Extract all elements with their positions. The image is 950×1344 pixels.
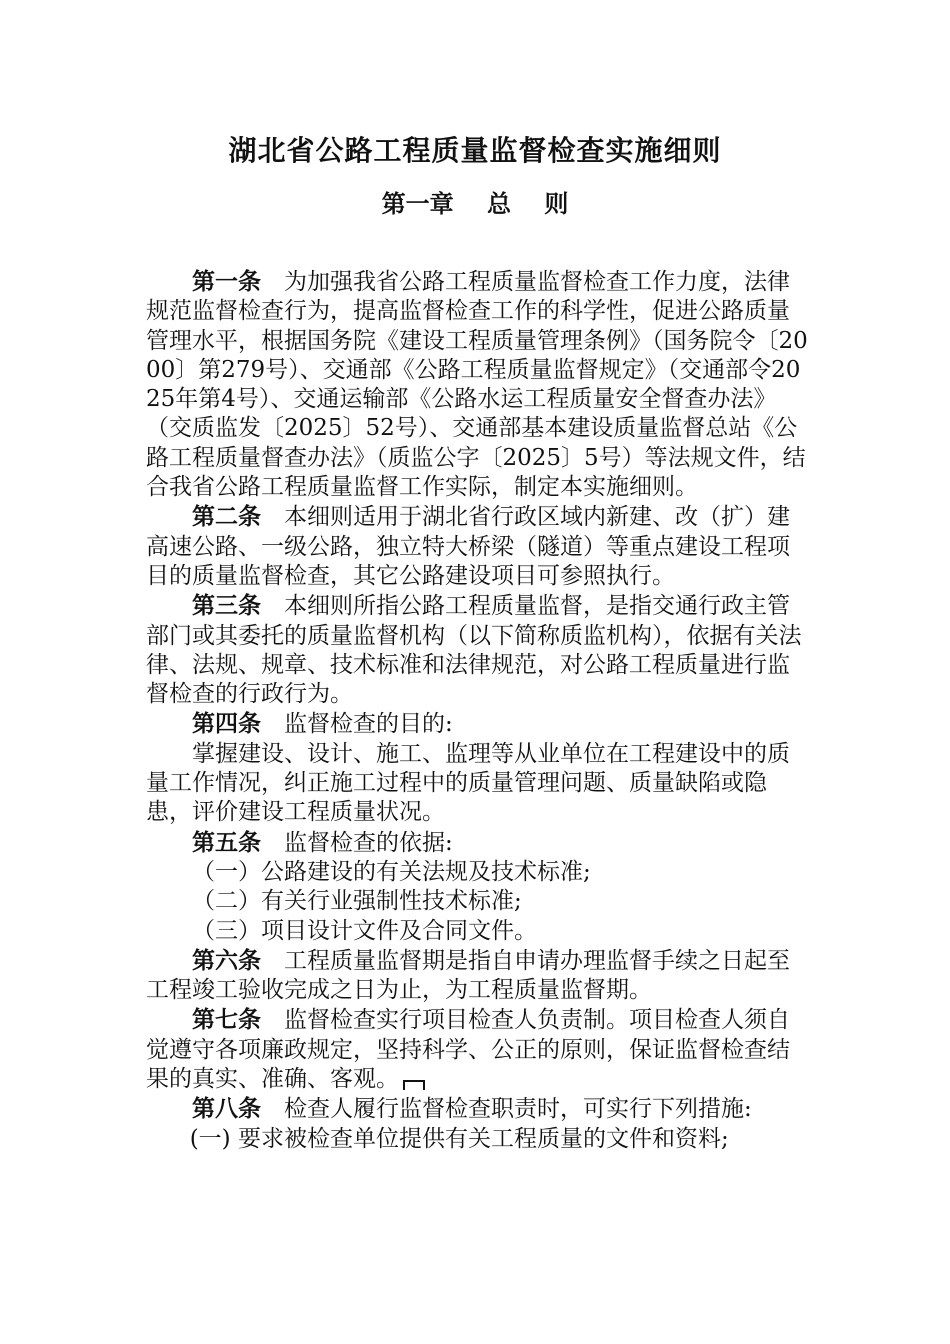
article-number: 第二条: [192, 503, 261, 531]
list-item: [146, 917, 808, 946]
list-item: [146, 1125, 808, 1154]
article-number: 第四条: [192, 710, 261, 738]
list-item-text: (一) 要求被检查单位提供有关工程质量的文件和资料;: [189, 1125, 729, 1152]
footnote-mark-icon: [403, 1080, 425, 1090]
article-number: 第一条: [192, 268, 261, 295]
list-item-text: （三）项目设计文件及合同文件。: [192, 917, 537, 944]
article-2: [146, 502, 808, 591]
list-item-text: （一）公路建设的有关法规及技术标准;: [192, 858, 591, 885]
article-7: [146, 1005, 808, 1094]
list-item-text: （二）有关行业强制性技术标准;: [192, 888, 522, 915]
list-item: [146, 858, 808, 887]
article-number: 第六条: [192, 946, 261, 974]
article-number: 第三条: [192, 592, 261, 620]
article-text: 监督检查实行项目检查人负责制。项目检查人须自觉遵守各项廉政规定，坚持科学、公正的原则，保证监督检查结果的真实、准确、客观。: [146, 1007, 790, 1093]
article-text: 监督检查的依据:: [284, 829, 453, 856]
article-number: 第五条: [192, 828, 261, 856]
article-text: 监督检查的目的:: [284, 711, 453, 738]
article-4-body: [146, 740, 808, 828]
article-text: 本细则所指公路工程质量监督，是指交通行政主管部门或其委托的质量监督机构（以下简称质监机构），依据有关法律、法规、规章、技术标准和法律规范，对公路工程质量进行监督检查的行政行为。: [146, 593, 802, 708]
article-text: 检查人履行监督检查职责时，可实行下列措施:: [284, 1096, 752, 1123]
article-8: [146, 1094, 808, 1124]
article-6: [146, 946, 808, 1006]
article-3: [146, 591, 808, 709]
article-4: [146, 709, 808, 739]
document-body: [146, 267, 808, 1154]
chapter-heading: 第一章 总 则: [381, 189, 569, 218]
document-title: 湖北省公路工程质量监督检查实施细则: [228, 134, 722, 167]
paragraph-text: 掌握建设、设计、施工、监理等从业单位在工程建设中的质量工作情况，纠正施工过程中的质量管理问题、质量缺陷或隐患，评价建设工程质量状况。: [146, 740, 790, 826]
list-item: [146, 887, 808, 916]
article-text: 为加强我省公路工程质量监督检查工作力度，法律规范监督检查行为，提高监督检查工作的科学性，促进公路质量管理水平，根据国务院《建设工程质量管理条例》（国务院令〔2000〕第279号）、交通部《公路工程质量监督规定》（交通部令2025年第4号）、交通运输部《公路水运工程质量安全督查办法》（交质监发〔2025〕52号）、交通部基本建设质量监督总站《公路工程质量督查办法》（质监公字〔2025〕5号）等法规文件，结合我省公路工程质量监督工作实际，制定本实施细则。: [146, 269, 808, 501]
article-1: [146, 267, 808, 502]
article-text: 工程质量监督期是指自申请办理监督手续之日起至工程竣工验收完成之日为止，为工程质量监督期。: [146, 947, 790, 1004]
article-number: 第八条: [192, 1095, 261, 1123]
article-5: [146, 828, 808, 858]
article-text: 本细则适用于湖北省行政区域内新建、改（扩）建高速公路、一级公路，独立特大桥梁（隧道）等重点建设工程项目的质量监督检查，其它公路建设项目可参照执行。: [146, 504, 790, 589]
article-number: 第七条: [192, 1006, 261, 1034]
